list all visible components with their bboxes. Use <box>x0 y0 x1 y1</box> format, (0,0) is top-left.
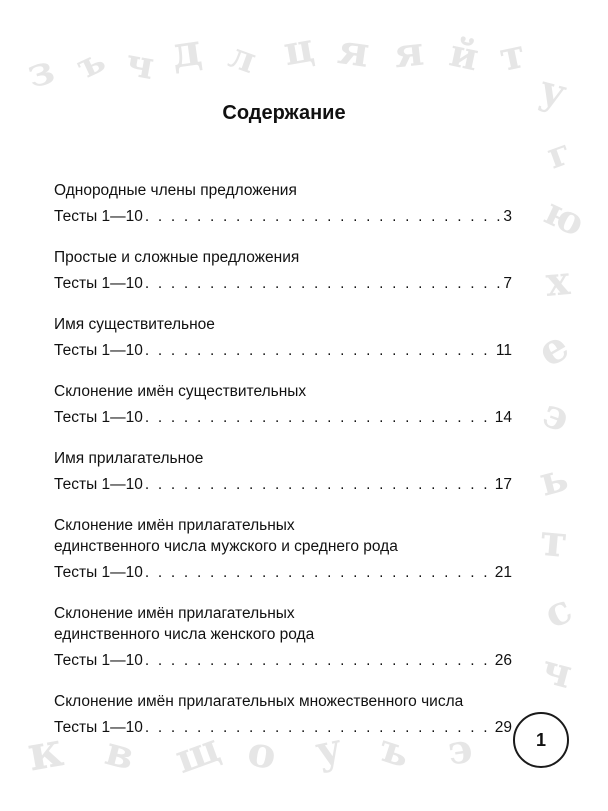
toc-entry-line[interactable] <box>54 206 512 227</box>
decor-letter: щ <box>169 724 226 784</box>
toc-entry-line[interactable] <box>54 474 512 495</box>
toc-entry <box>54 247 512 294</box>
decor-letter: э <box>444 724 476 775</box>
toc-entry-label: Тесты 1—10 <box>54 476 143 493</box>
toc-entry-heading: Склонение имён прилагательных множественного числа <box>54 693 464 710</box>
toc-entry-line[interactable] <box>54 650 512 671</box>
toc-entry <box>54 381 512 428</box>
toc-entry-line[interactable] <box>54 407 512 428</box>
toc-entry-page: 7 <box>503 275 512 292</box>
toc-entry <box>54 691 512 738</box>
decor-letter: т <box>495 29 530 82</box>
toc-entry-line[interactable] <box>54 273 512 294</box>
toc-entry-heading: Склонение имён прилагательных единственного числа мужского и среднего рода <box>54 517 398 555</box>
toc-entry-line[interactable] <box>54 562 512 583</box>
decor-letter: т <box>537 514 570 569</box>
decor-letter: я <box>334 24 373 77</box>
page-number: 1 <box>535 729 546 750</box>
toc-entry <box>54 515 512 583</box>
toc-entry-page: 3 <box>503 208 512 225</box>
decor-letter: ъ <box>70 40 112 88</box>
toc-entry-label: Тесты 1—10 <box>54 342 143 359</box>
toc-entry-page: 17 <box>494 476 512 493</box>
toc-entry <box>54 314 512 361</box>
toc-entry-line[interactable] <box>54 717 512 738</box>
decor-letter: э <box>536 389 576 442</box>
decor-letter: я <box>391 27 426 78</box>
decor-letter: й <box>445 29 483 80</box>
toc-entry-heading: Однородные члены предложения <box>54 182 297 199</box>
dot-leader <box>145 407 493 428</box>
decor-letter: з <box>22 45 60 98</box>
toc-entry-heading: Склонение имён прилагательных единственного числа женского рода <box>54 605 315 643</box>
toc-entry-page: 14 <box>494 409 512 426</box>
toc-entry-page: 29 <box>494 719 512 736</box>
toc-entry-label: Тесты 1—10 <box>54 275 143 292</box>
decor-letter: ч <box>536 645 577 699</box>
toc-entry-heading: Склонение имён существительных <box>54 383 307 400</box>
toc-entry-label: Тесты 1—10 <box>54 564 143 581</box>
toc-entry-label: Тесты 1—10 <box>54 409 143 426</box>
decor-letter: ч <box>122 38 158 89</box>
toc-entry-page: 11 <box>495 342 512 359</box>
decor-letter: ц <box>280 23 318 76</box>
toc-entry-heading: Простые и сложные предложения <box>54 249 300 266</box>
toc-entry-page: 26 <box>494 652 512 669</box>
decor-letter: е <box>529 320 577 377</box>
decor-letter: д <box>168 24 205 79</box>
decor-letter: у <box>534 65 572 118</box>
page-number-badge <box>513 712 569 768</box>
decor-letter: х <box>543 257 572 306</box>
decor-letter: к <box>23 721 68 783</box>
toc-entry-line[interactable] <box>54 340 512 361</box>
decor-letter: о <box>244 725 281 780</box>
dot-leader <box>145 717 493 738</box>
toc-entry <box>54 180 512 227</box>
page-title: Содержание <box>222 102 346 125</box>
toc-entry-page: 21 <box>494 564 512 581</box>
table-of-contents <box>54 180 512 738</box>
toc-entry <box>54 448 512 495</box>
toc-entry-heading: Имя существительное <box>54 316 215 333</box>
decor-letter: л <box>223 33 262 83</box>
dot-leader <box>145 474 493 495</box>
decor-letter: ь <box>534 453 573 506</box>
dot-leader <box>145 340 494 361</box>
decor-letter: в <box>100 727 140 780</box>
dot-leader <box>145 273 501 294</box>
decor-letter: с <box>536 585 579 638</box>
dot-leader <box>145 650 493 671</box>
toc-entry-label: Тесты 1—10 <box>54 208 143 225</box>
decor-letter: у <box>311 723 347 776</box>
toc-entry <box>54 603 512 671</box>
decor-letter: г <box>541 130 577 178</box>
toc-entry-label: Тесты 1—10 <box>54 652 143 669</box>
decor-letter: ю <box>537 187 592 246</box>
toc-entry-label: Тесты 1—10 <box>54 719 143 736</box>
dot-leader <box>145 562 493 583</box>
dot-leader <box>145 206 501 227</box>
decor-letter: ъ <box>373 724 416 777</box>
toc-entry-heading: Имя прилагательное <box>54 450 204 467</box>
